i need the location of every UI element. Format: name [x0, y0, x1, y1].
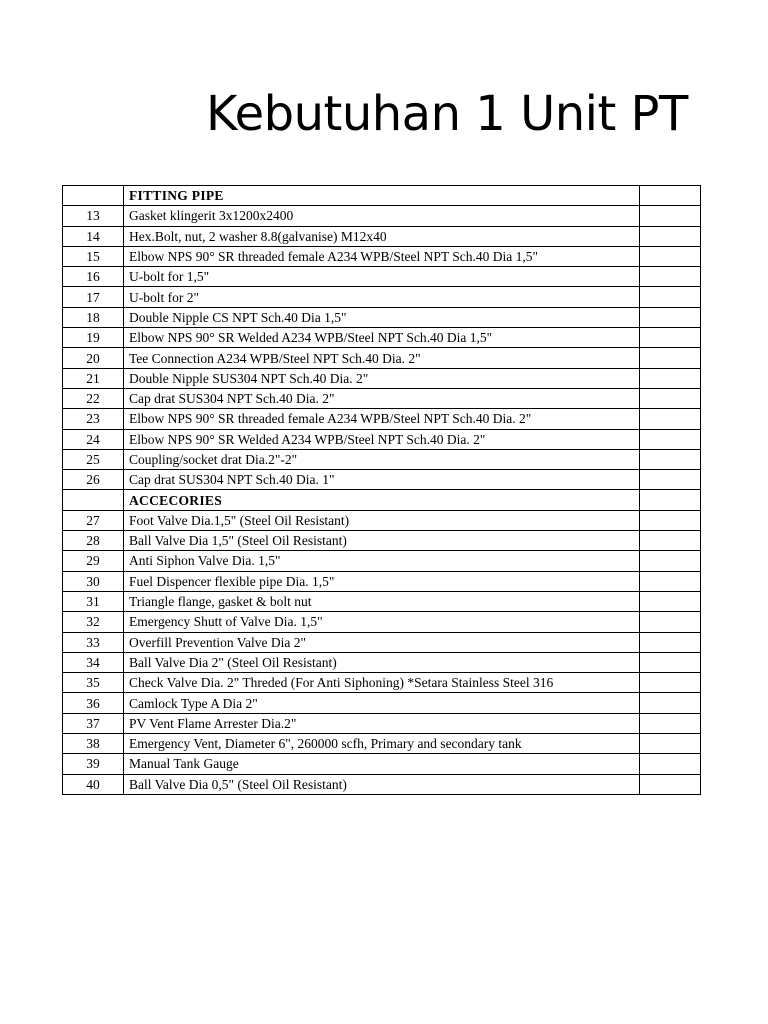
empty-cell	[640, 673, 701, 693]
empty-cell	[640, 449, 701, 469]
item-number: 34	[63, 652, 124, 672]
item-description: Tee Connection A234 WPB/Steel NPT Sch.40 Dia. 2"	[124, 348, 640, 368]
table-row	[63, 470, 701, 490]
item-number: 15	[63, 246, 124, 266]
item-description: Emergency Shutt of Valve Dia. 1,5"	[124, 612, 640, 632]
empty-cell	[640, 246, 701, 266]
item-description: Anti Siphon Valve Dia. 1,5"	[124, 551, 640, 571]
item-number: 39	[63, 754, 124, 774]
item-description: Coupling/socket drat Dia.2"-2"	[124, 449, 640, 469]
table-row	[63, 429, 701, 449]
section-row	[63, 186, 701, 206]
item-number: 38	[63, 734, 124, 754]
section-heading: FITTING PIPE	[124, 186, 640, 206]
item-description: Foot Valve Dia.1,5" (Steel Oil Resistant)	[124, 510, 640, 530]
empty-cell	[640, 652, 701, 672]
empty-cell	[640, 206, 701, 226]
empty-cell	[640, 734, 701, 754]
section-heading: ACCECORIES	[124, 490, 640, 510]
table-row	[63, 206, 701, 226]
item-description: U-bolt for 1,5"	[124, 267, 640, 287]
empty-cell	[640, 470, 701, 490]
item-number: 36	[63, 693, 124, 713]
item-description: Elbow NPS 90° SR threaded female A234 WPB/Steel NPT Sch.40 Dia 1,5"	[124, 246, 640, 266]
item-number: 31	[63, 591, 124, 611]
item-description: Triangle flange, gasket & bolt nut	[124, 591, 640, 611]
table-row	[63, 591, 701, 611]
item-number: 29	[63, 551, 124, 571]
item-number: 37	[63, 713, 124, 733]
item-number: 14	[63, 226, 124, 246]
item-description: Check Valve Dia. 2" Threded (For Anti Siphoning) *Setara Stainless Steel 316	[124, 673, 640, 693]
item-number: 19	[63, 328, 124, 348]
table-row	[63, 307, 701, 327]
item-number: 40	[63, 774, 124, 794]
item-number: 35	[63, 673, 124, 693]
item-description: Overfill Prevention Valve Dia 2"	[124, 632, 640, 652]
empty-cell	[640, 429, 701, 449]
table-row	[63, 409, 701, 429]
table-row	[63, 449, 701, 469]
empty-cell	[640, 186, 701, 206]
empty-cell	[640, 510, 701, 530]
table-body	[63, 186, 701, 795]
section-row	[63, 490, 701, 510]
item-description: Cap drat SUS304 NPT Sch.40 Dia. 2"	[124, 388, 640, 408]
table-row	[63, 267, 701, 287]
item-number: 23	[63, 409, 124, 429]
empty-cell	[640, 307, 701, 327]
item-description: Ball Valve Dia 1,5" (Steel Oil Resistant)	[124, 531, 640, 551]
table-row	[63, 531, 701, 551]
item-number: 27	[63, 510, 124, 530]
table-row	[63, 612, 701, 632]
item-number: 28	[63, 531, 124, 551]
empty-cell	[640, 774, 701, 794]
empty-cell	[640, 388, 701, 408]
empty-cell	[640, 551, 701, 571]
table-row	[63, 754, 701, 774]
item-description: Elbow NPS 90° SR threaded female A234 WPB/Steel NPT Sch.40 Dia. 2"	[124, 409, 640, 429]
item-number: 32	[63, 612, 124, 632]
title-area	[0, 78, 698, 150]
requirements-table	[62, 185, 701, 795]
empty-cell	[640, 368, 701, 388]
item-description: Camlock Type A Dia 2"	[124, 693, 640, 713]
item-number: 24	[63, 429, 124, 449]
table-row	[63, 510, 701, 530]
empty-cell	[640, 409, 701, 429]
table-row	[63, 348, 701, 368]
item-number: 25	[63, 449, 124, 469]
table-row	[63, 226, 701, 246]
table-row	[63, 551, 701, 571]
item-number: 21	[63, 368, 124, 388]
item-number: 30	[63, 571, 124, 591]
item-description: Hex.Bolt, nut, 2 washer 8.8(galvanise) M12x40	[124, 226, 640, 246]
item-number	[63, 186, 124, 206]
item-description: Emergency Vent, Diameter 6", 260000 scfh, Primary and secondary tank	[124, 734, 640, 754]
item-number: 16	[63, 267, 124, 287]
empty-cell	[640, 713, 701, 733]
item-description: Elbow NPS 90° SR Welded A234 WPB/Steel NPT Sch.40 Dia 1,5"	[124, 328, 640, 348]
item-description: Elbow NPS 90° SR Welded A234 WPB/Steel NPT Sch.40 Dia. 2"	[124, 429, 640, 449]
empty-cell	[640, 571, 701, 591]
item-number: 26	[63, 470, 124, 490]
item-number: 17	[63, 287, 124, 307]
table-row	[63, 287, 701, 307]
item-number: 33	[63, 632, 124, 652]
item-number	[63, 490, 124, 510]
item-number: 22	[63, 388, 124, 408]
table-row	[63, 652, 701, 672]
empty-cell	[640, 632, 701, 652]
table-row	[63, 713, 701, 733]
item-description: Double Nipple CS NPT Sch.40 Dia 1,5"	[124, 307, 640, 327]
item-number: 13	[63, 206, 124, 226]
item-number: 18	[63, 307, 124, 327]
table-row	[63, 328, 701, 348]
item-description: PV Vent Flame Arrester Dia.2"	[124, 713, 640, 733]
item-description: Gasket klingerit 3x1200x2400	[124, 206, 640, 226]
empty-cell	[640, 226, 701, 246]
item-description: Double Nipple SUS304 NPT Sch.40 Dia. 2"	[124, 368, 640, 388]
empty-cell	[640, 531, 701, 551]
item-description: Ball Valve Dia 0,5" (Steel Oil Resistant)	[124, 774, 640, 794]
empty-cell	[640, 267, 701, 287]
empty-cell	[640, 612, 701, 632]
empty-cell	[640, 287, 701, 307]
table-row	[63, 774, 701, 794]
empty-cell	[640, 490, 701, 510]
table-row	[63, 734, 701, 754]
table-row	[63, 246, 701, 266]
table-row	[63, 693, 701, 713]
empty-cell	[640, 591, 701, 611]
table-row	[63, 632, 701, 652]
table-row	[63, 388, 701, 408]
empty-cell	[640, 754, 701, 774]
table-row	[63, 673, 701, 693]
empty-cell	[640, 328, 701, 348]
item-number: 20	[63, 348, 124, 368]
item-description: U-bolt for 2"	[124, 287, 640, 307]
table-row	[63, 368, 701, 388]
item-description: Fuel Dispencer flexible pipe Dia. 1,5"	[124, 571, 640, 591]
empty-cell	[640, 693, 701, 713]
item-description: Ball Valve Dia 2" (Steel Oil Resistant)	[124, 652, 640, 672]
table-row	[63, 571, 701, 591]
item-description: Manual Tank Gauge	[124, 754, 640, 774]
empty-cell	[640, 348, 701, 368]
item-description: Cap drat SUS304 NPT Sch.40 Dia. 1"	[124, 470, 640, 490]
page-title: Kebutuhan 1 Unit PT	[206, 86, 688, 142]
